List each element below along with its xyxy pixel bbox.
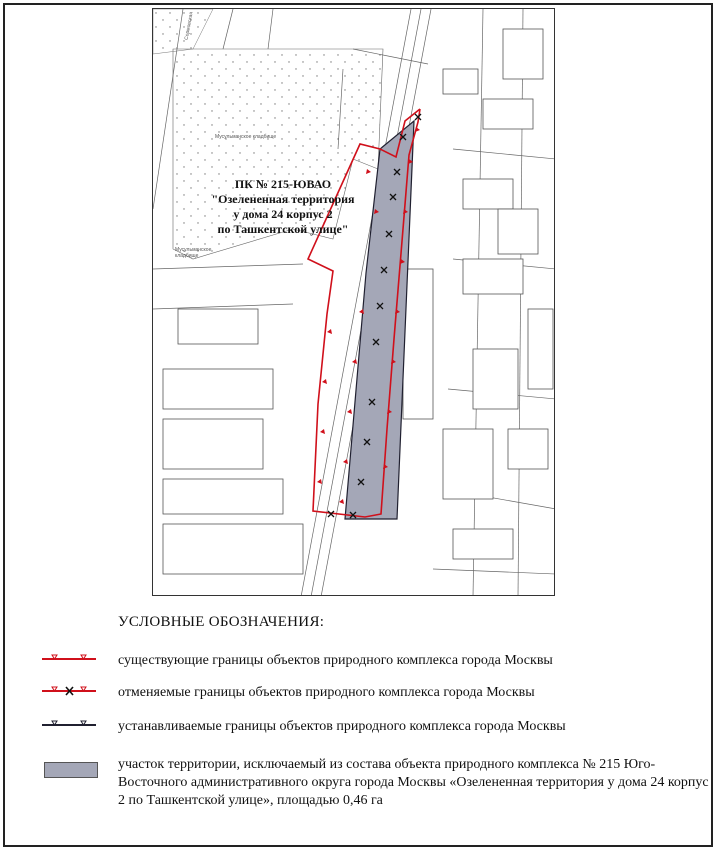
map-title-line-3: у дома 24 корпус 2 xyxy=(233,207,333,221)
legend-text-excluded: участок территории, исключаемый из состава объекта природного комплекса № 215 Юго-Восточного административного округа города Москвы «Озелененная территория у дома 24 корпус 2 по Ташкентской улице», площадью 0,46 га xyxy=(118,757,709,808)
map-title-line-4: по Ташкентской улице" xyxy=(217,222,349,236)
legend-text-cancelled: отменяемые границы объектов природного комплекса города Москвы xyxy=(118,685,535,700)
legend-item-cancelled xyxy=(40,684,680,702)
legend-item-new xyxy=(40,718,680,736)
map-drawing xyxy=(153,9,555,596)
street-label: Сормовская xyxy=(183,11,195,41)
legend-item-existing xyxy=(40,652,680,670)
map-panel[interactable] xyxy=(152,8,555,596)
map-title-line-1: ПК № 215-ЮВАО xyxy=(234,177,332,191)
legend-heading: УСЛОВНЫЕ ОБОЗНАЧЕНИЯ: xyxy=(118,614,325,630)
cancelled-boundary-symbol-icon xyxy=(40,684,98,698)
cemetery-label-top: Мусульманское кладбище xyxy=(215,134,277,140)
new-boundary-symbol-icon xyxy=(40,718,98,732)
excluded-area-swatch-icon xyxy=(44,762,98,778)
map-title-line-2: "Озелененная территория xyxy=(211,192,355,206)
map-title xyxy=(183,177,383,237)
legend-item-excluded xyxy=(40,756,709,816)
existing-boundary-symbol-icon xyxy=(40,652,98,666)
legend-text-existing: существующие границы объектов природного комплекса города Москвы xyxy=(118,653,553,668)
cemetery-label-left: Мусульманское кладбище xyxy=(175,247,212,259)
legend-text-new: устанавливаемые границы объектов природного комплекса города Москвы xyxy=(118,719,566,734)
